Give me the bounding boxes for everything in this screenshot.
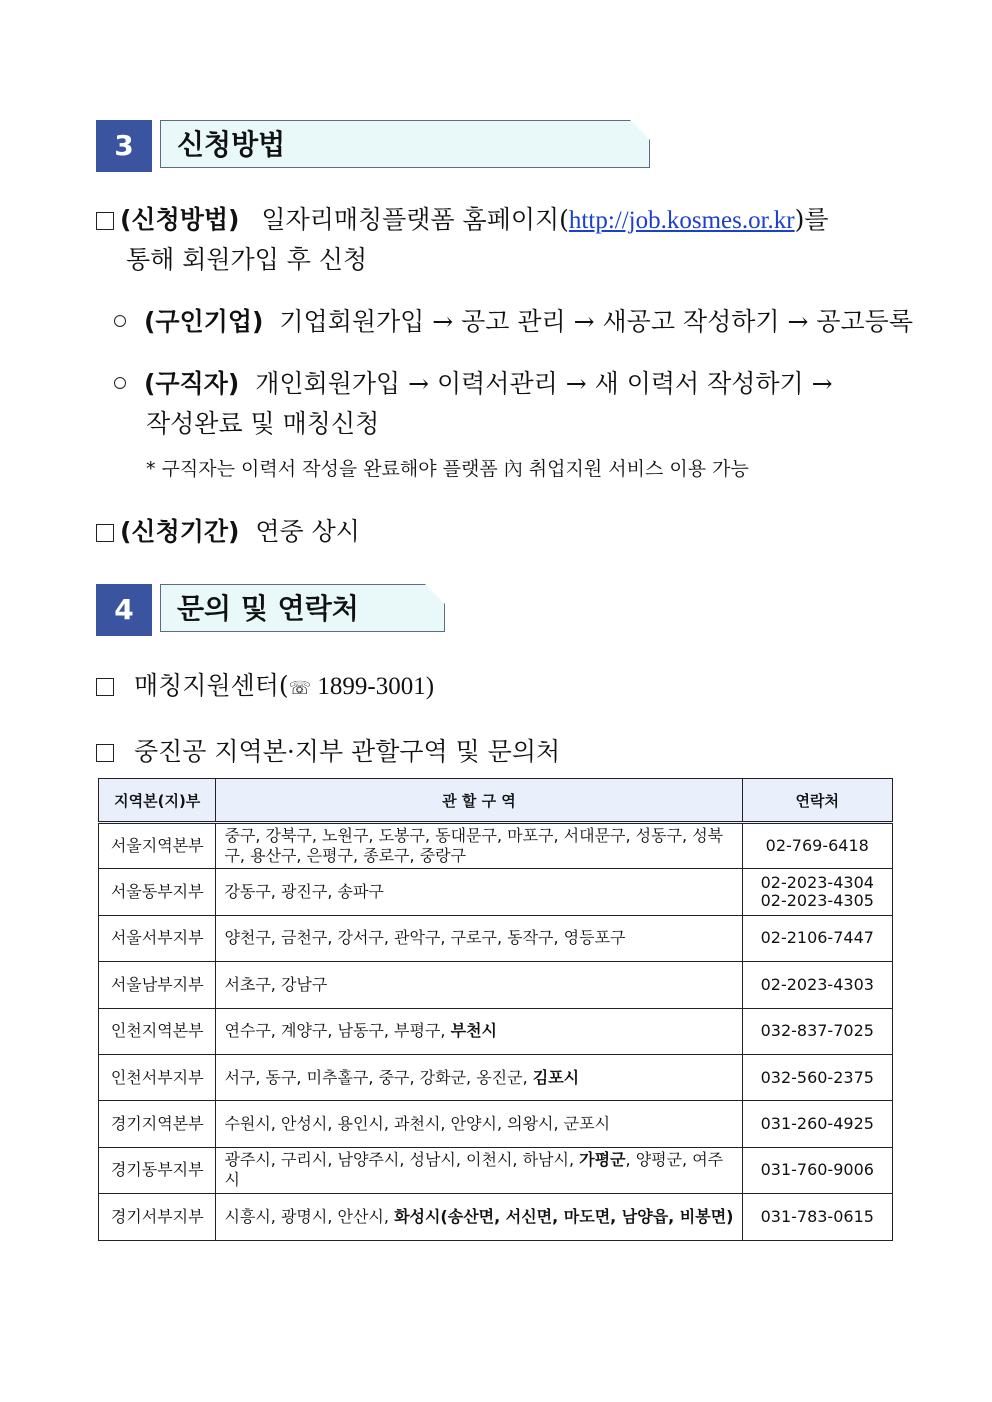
area-cell: 양천구, 금천구, 강서구, 관악구, 구로구, 동작구, 영등포구 <box>216 915 742 961</box>
area-text-bold: 가평군 <box>579 1150 626 1170</box>
area-cell: 강동구, 광진구, 송파구 <box>216 869 742 915</box>
period-text: 연중 상시 <box>255 517 360 546</box>
employer-text: 기업회원가입 → 공고 관리 → 새공고 작성하기 → 공고등록 <box>279 307 913 336</box>
contact-line-1: 02-2023-4304 <box>760 873 874 893</box>
homepage-link[interactable]: http://job.kosmes.or.kr <box>568 207 795 234</box>
section-title: 신청방법 <box>177 128 286 161</box>
region-cell: 경기지역본부 <box>99 1101 216 1147</box>
header-contact: 연락처 <box>742 779 893 823</box>
region-cell: 경기동부지부 <box>99 1147 216 1193</box>
contact-cell: 031-260-4925 <box>742 1101 893 1147</box>
contact-line-2: 02-2023-4305 <box>760 891 874 911</box>
phone-icon: ☏ <box>288 678 312 699</box>
method-continuation: 통해 회원가입 후 신청 <box>126 245 368 274</box>
offices-title-line <box>96 732 560 768</box>
fold-corner <box>425 584 445 604</box>
table-row <box>99 1008 893 1054</box>
section-number: 3 <box>96 120 152 172</box>
contact-cell: 031-760-9006 <box>742 1147 893 1193</box>
table-header-row <box>99 779 893 823</box>
area-cell: 수원시, 안성시, 용인시, 과천시, 안양시, 의왕시, 군포시 <box>216 1101 742 1147</box>
area-cell <box>216 1008 742 1054</box>
bullet-circle-icon <box>114 377 126 389</box>
table-row <box>99 1147 893 1193</box>
contact-cell: 031-783-0615 <box>742 1194 893 1240</box>
contact-cell: 02-2023-4303 <box>742 962 893 1008</box>
table-row <box>99 1054 893 1100</box>
area-text: 연수구, 계양구, 남동구, 부평구, <box>224 1021 451 1041</box>
section-title-box <box>160 584 445 632</box>
section-number: 4 <box>96 584 152 636</box>
method-text: 일자리매칭플랫폼 홈페이지( <box>261 205 569 234</box>
area-text-bold: 부천시 <box>450 1021 497 1041</box>
method-text-after: )를 <box>794 205 829 234</box>
header-region: 지역본(지)부 <box>99 779 216 823</box>
area-text: 광주시, 구리시, 남양주시, 성남시, 이천시, 하남시, <box>224 1150 580 1170</box>
jobseeker-label: (구직자) <box>144 369 240 398</box>
area-cell: 중구, 강북구, 노원구, 도봉구, 동대문구, 마포구, 서대문구, 성동구, 성북구, 용산구, 은평구, 종로구, 중랑구 <box>216 823 742 869</box>
area-text: 시흥시, 광명시, 안산시, <box>224 1206 395 1226</box>
checkbox-square-icon <box>96 678 114 696</box>
area-text-bold: 화성시(송산면, 서신면, 마도면, 남양읍, 비봉면) <box>394 1206 734 1226</box>
area-cell <box>216 1194 742 1240</box>
employer-line <box>114 302 913 338</box>
fold-corner <box>630 120 650 140</box>
jobseeker-continuation: 작성완료 및 매칭신청 <box>146 409 380 438</box>
contact-cell: 032-837-7025 <box>742 1008 893 1054</box>
contact-center-text: 매칭지원센터( <box>134 671 289 700</box>
section-title: 문의 및 연락처 <box>177 592 359 625</box>
method-line <box>96 200 829 236</box>
jobseeker-note: * 구직자는 이력서 작성을 완료해야 플랫폼 內 취업지원 서비스 이용 가능 <box>146 458 749 480</box>
section-title-box <box>160 120 650 168</box>
employer-label: (구인기업) <box>144 307 264 336</box>
region-cell: 인천지역본부 <box>99 1008 216 1054</box>
period-label: (신청기간) <box>120 517 240 546</box>
header-area: 관 할 구 역 <box>216 779 742 823</box>
table-row <box>99 823 893 869</box>
area-cell <box>216 1054 742 1100</box>
table-row <box>99 869 893 915</box>
contact-cell <box>742 869 893 915</box>
table-row <box>99 915 893 961</box>
table-row <box>99 1194 893 1240</box>
table-row <box>99 962 893 1008</box>
period-line <box>96 512 360 548</box>
contact-cell: 02-769-6418 <box>742 823 893 869</box>
method-label: (신청방법) <box>120 205 240 234</box>
regional-offices-table <box>98 778 893 1241</box>
offices-title: 중진공 지역본·지부 관할구역 및 문의처 <box>134 737 561 766</box>
contact-cell: 032-560-2375 <box>742 1054 893 1100</box>
region-cell: 서울서부지부 <box>99 915 216 961</box>
checkbox-square-icon <box>96 212 114 230</box>
table-row <box>99 1101 893 1147</box>
region-cell: 경기서부지부 <box>99 1194 216 1240</box>
contact-center-phone: 1899-3001) <box>311 673 435 700</box>
checkbox-square-icon <box>96 524 114 542</box>
checkbox-square-icon <box>96 744 114 762</box>
region-cell: 서울동부지부 <box>99 869 216 915</box>
region-cell: 인천서부지부 <box>99 1054 216 1100</box>
region-cell: 서울남부지부 <box>99 962 216 1008</box>
area-cell <box>216 1147 742 1193</box>
area-text-bold: 김포시 <box>532 1067 580 1087</box>
bullet-circle-icon <box>114 315 126 327</box>
contact-cell: 02-2106-7447 <box>742 915 893 961</box>
area-text: 서구, 동구, 미추홀구, 중구, 강화군, 옹진군, <box>224 1067 533 1087</box>
jobseeker-text: 개인회원가입 → 이력서관리 → 새 이력서 작성하기 → <box>255 369 833 398</box>
region-cell: 서울지역본부 <box>99 823 216 869</box>
area-text-after: , 양평군, 여주시 <box>224 1150 724 1190</box>
contact-center-line <box>96 666 434 702</box>
area-cell: 서초구, 강남구 <box>216 962 742 1008</box>
jobseeker-line <box>114 364 833 400</box>
